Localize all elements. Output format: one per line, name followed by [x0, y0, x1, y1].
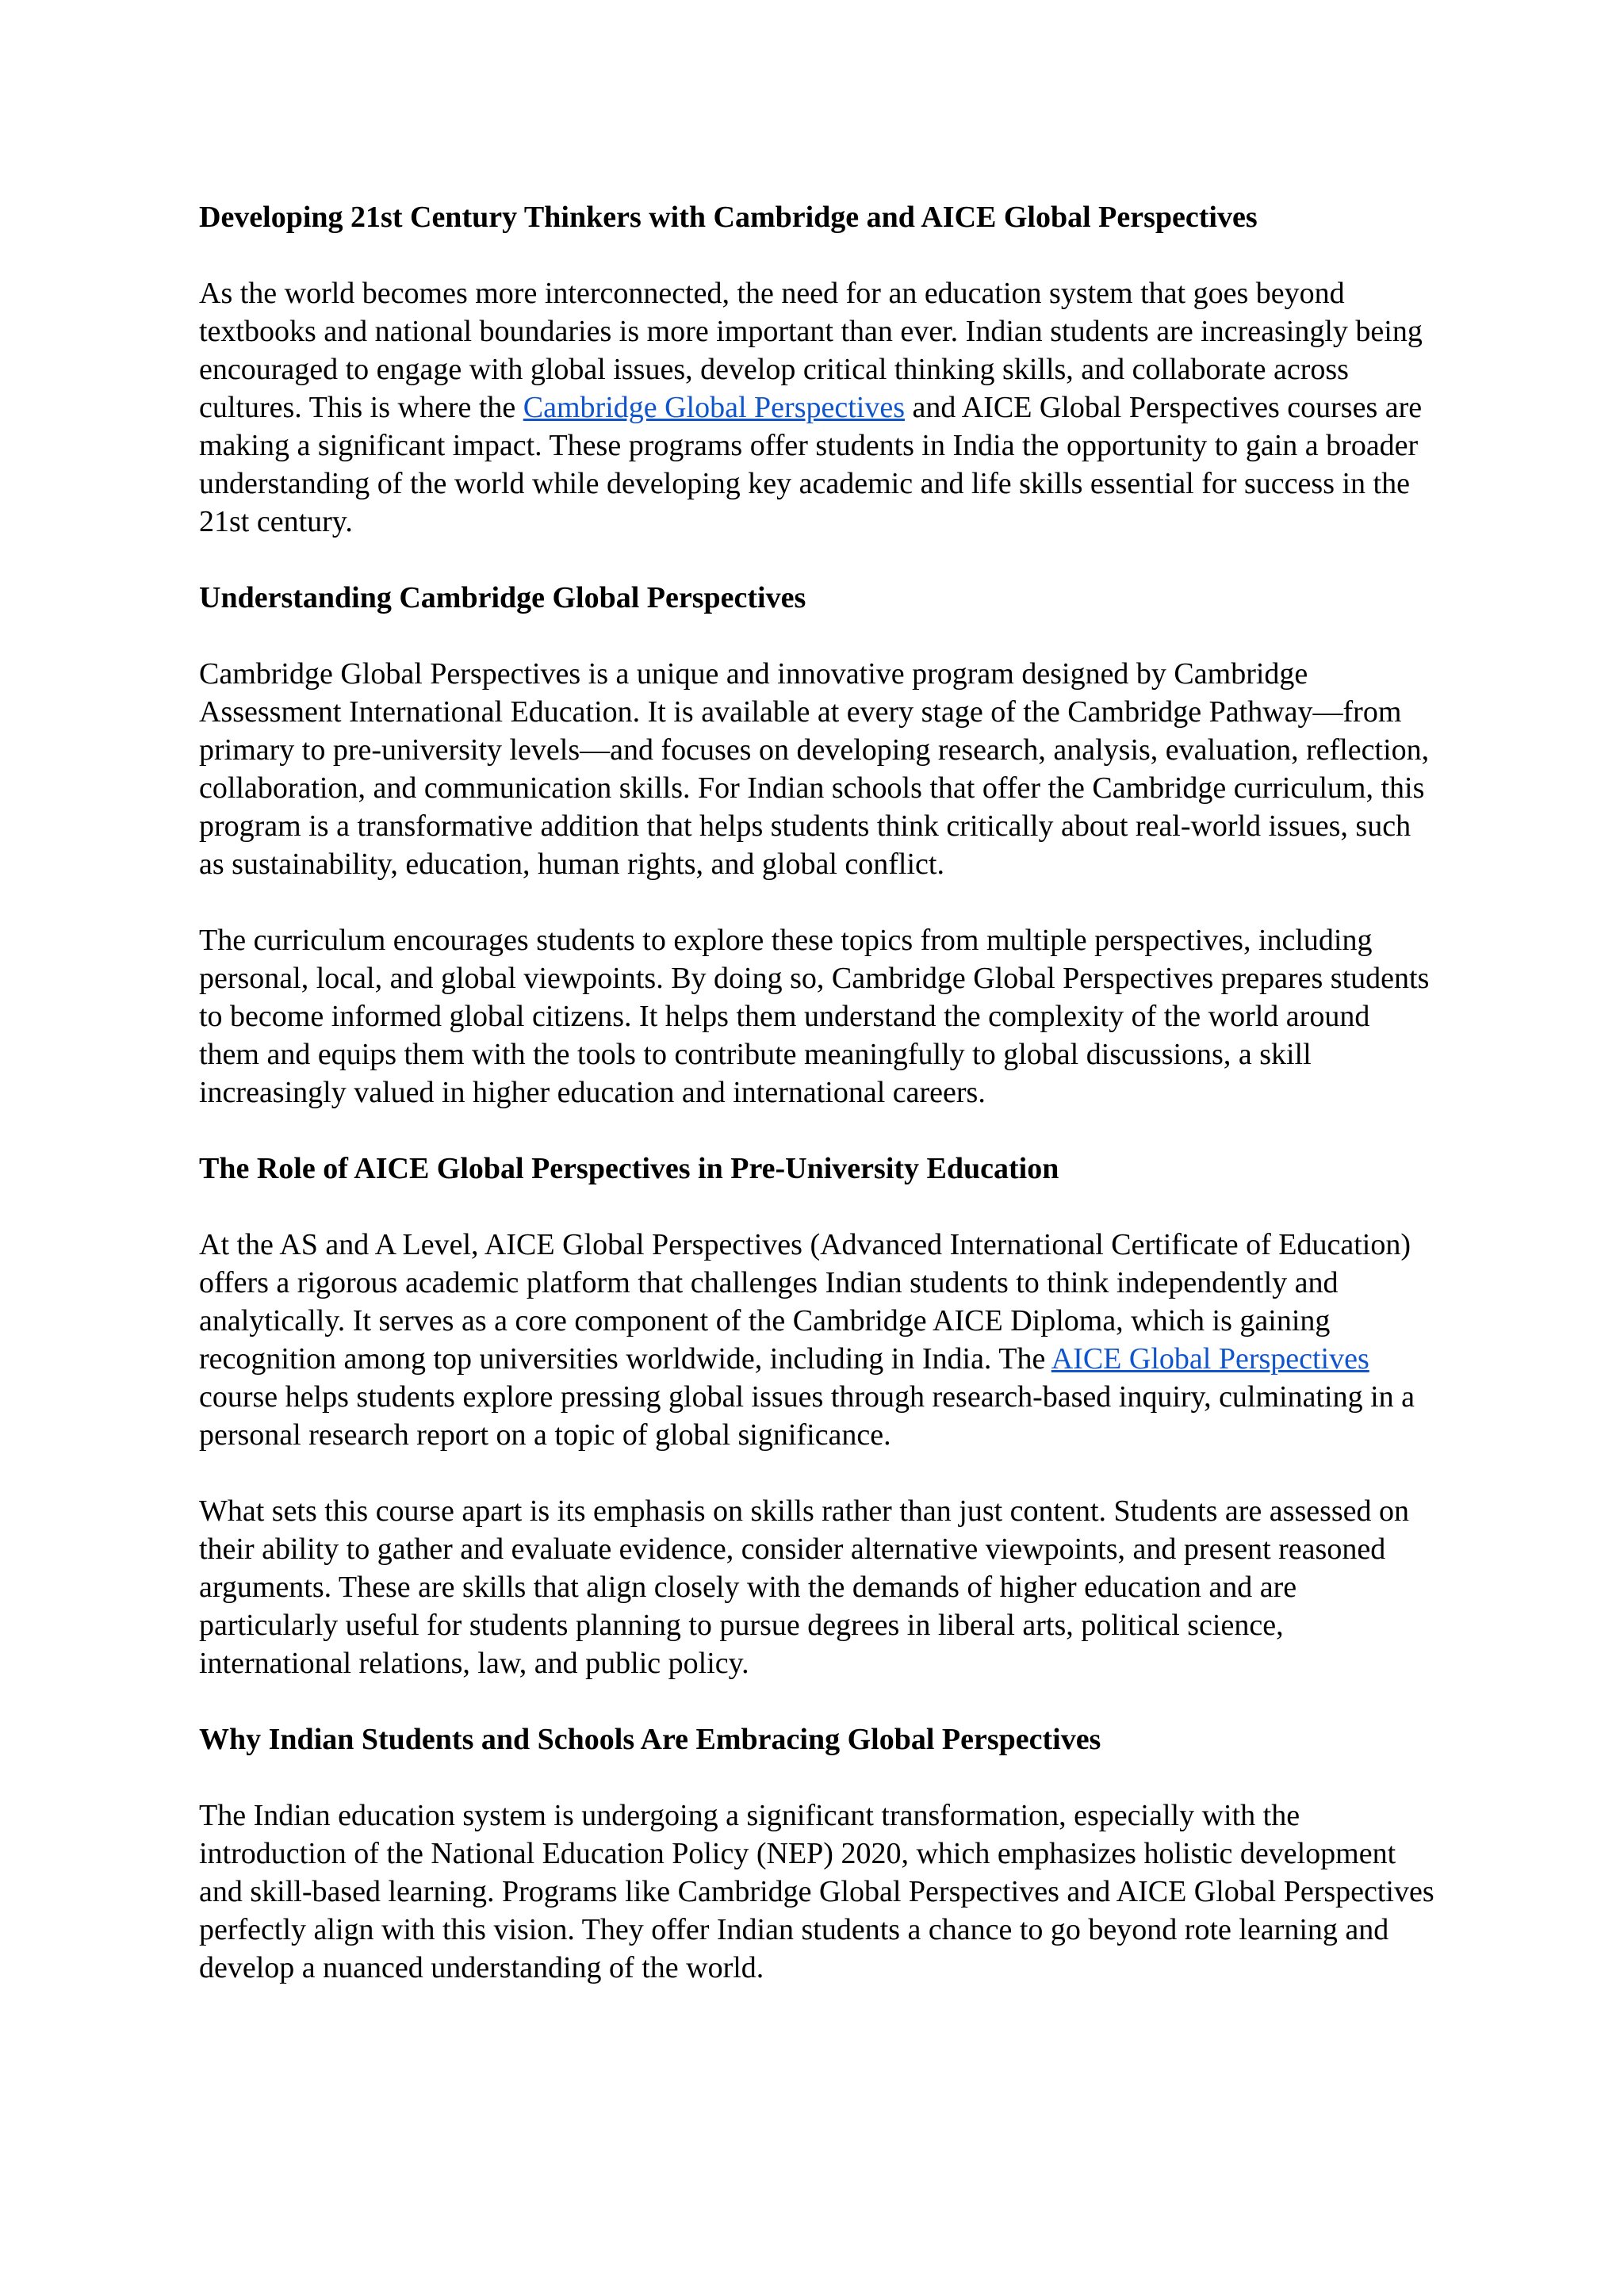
aice-text-end: course helps students explore pressing global issues through research-based inquiry, culminating in a personal research report on a topic of global significance. [199, 1380, 1415, 1452]
article-title: Developing 21st Century Thinkers with Cambridge and AICE Global Perspectives [199, 201, 1258, 234]
aice-text-start: At the AS and A Level, AICE Global Perspectives (Advanced International Certificate of Education) offers a rigorous academic platform that challenges Indian students to think independently and analytically. It serves as a core component of the Cambridge AICE Diploma, which is gaining recognition among top universities worldwide, including in India. The [199, 1228, 1411, 1376]
aice-global-perspectives-link[interactable]: AICE Global Perspectives [1051, 1342, 1369, 1376]
nep-paragraph: The Indian education system is undergoing a significant transformation, especially with the introduction of the National Education Policy (NEP) 2020, which emphasizes holistic development and skill-based learning. Programs like Cambridge Global Perspectives and AICE Global Perspectives perfectly align with this vision. They offer Indian students a chance to go beyond rote learning and develop a nuanced understanding of the world. [199, 1799, 1434, 1984]
heading-why: Why Indian Students and Schools Are Embracing Global Perspectives [199, 1723, 1101, 1756]
heading-role: The Role of AICE Global Perspectives in Pre-University Education [199, 1152, 1059, 1185]
skills-paragraph: What sets this course apart is its emphasis on skills rather than just content. Students are assessed on their ability to gather and evaluate evidence, consider alternative viewpoints, and present reasoned arguments. These are skills that align closely with the demands of higher education and are particularly useful for students planning to pursue degrees in liberal arts, political science, international relations, law, and public policy. [199, 1494, 1410, 1680]
curriculum-paragraph: The curriculum encourages students to explore these topics from multiple perspectives, including personal, local, and global viewpoints. By doing so, Cambridge Global Perspectives prepares students to become informed global citizens. It helps them understand the complexity of the world around them and equips them with the tools to contribute meaningfully to global discussions, a skill increasingly valued in higher education and international careers. [199, 924, 1430, 1109]
aice-paragraph [199, 1226, 1436, 1454]
understanding-paragraph: Cambridge Global Perspectives is a unique and innovative program designed by Cambridge Assessment International Education. It is available at every stage of the Cambridge Pathway—from primary to pre-university levels—and focuses on developing research, analysis, evaluation, reflection, collaboration, and communication skills. For Indian schools that offer the Cambridge curriculum, this program is a transformative addition that helps students think critically about real-world issues, such as sustainability, education, human rights, and global conflict. [199, 657, 1430, 881]
intro-text-end: and AICE Global Perspectives courses are making a significant impact. These programs offer students in India the opportunity to gain a broader understanding of the world while developing key academic and life skills essential for success in the 21st century. [199, 391, 1423, 538]
cambridge-global-perspectives-link[interactable]: Cambridge Global Perspectives [523, 391, 905, 424]
document-page [199, 198, 1436, 2025]
heading-understanding: Understanding Cambridge Global Perspectives [199, 581, 806, 614]
intro-paragraph [199, 274, 1436, 541]
intro-text-start: As the world becomes more interconnected, the need for an education system that goes beyond textbooks and national boundaries is more important than ever. Indian students are increasingly being encouraged to engage with global issues, develop critical thinking skills, and collaborate across cultures. This is where the [199, 277, 1423, 424]
